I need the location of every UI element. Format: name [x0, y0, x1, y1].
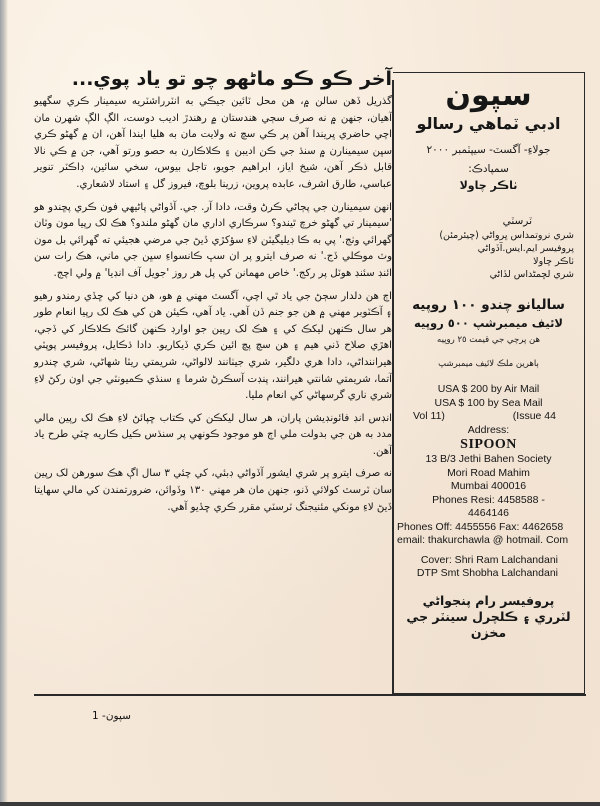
article-title: آخر ڪو ڪو ماڻهو چو تو ياد پوي... — [71, 68, 392, 90]
trustee-item: شري لڇمڻداس لڏاڻي — [489, 269, 574, 280]
phones-residence: Phones Resi: 4458588 - — [432, 493, 545, 506]
library-line: لٽرري ۽ ڪلچرل سينٽر جي — [406, 608, 571, 624]
scan-bottom-edge — [0, 802, 600, 806]
article-paragraph: اڄ هن دلدار سڄڻ جي ياد ٿي اچي، آگسٽ مهني ۾ هو، هن دنيا کي ڇڏي رمندو رهيو ۽ آڪٽوبر مهني ۾ هن جو جنم ڏن آهي. ياد آهي، ڪيئن هن کي هڪ لک رپيا انعام طور هر سال ڪنهن ليکڪ کي ۽ هڪ لک رپين جو اوارڊ ڪنهن گائڪ ڪلاڪار کي ڏجي، اهڙي صلاح ڏني هيم ۽ هن سچ پچ ائين ڪري ڏيکاريو. دادا ڌڪايل، پروفيسر پوپٽي هيراننداڻي، دادا هري دلگير، شري جيٺانند لالواڻي، شريمتي ريٽا شهاڻي، شري چندرو آتما، شريمتي شانتي هيرانند، پنڊت آسڪرڻ شرما ۽ سنڌي ڪميونٽي جي اون رکڻ لاءِ شري ناري گرسهاڻي کي انعام مليا. — [34, 290, 392, 402]
article-paragraph: نه صرف ايترو پر شري ايشور آڏواڻي ڊبئي، کي چئي ٣ سال اڳ هڪ سورهن لک رپين سان ٽرسٽ کولائي ڏنو، جنهن مان هر مهني ١٣٠ وڏوائن، ضرورتمندن کي مالي سهايتا ڏيڻ لاءِ مونکي مئنيجنگ ٽرسٽي مقرر ڪري ڇڏيو آهي. — [34, 468, 392, 513]
masthead-box — [393, 72, 585, 694]
trustees-label: ٽرسٽي — [502, 215, 532, 227]
magazine-subtitle: ادبي ٽماهي رسالو — [416, 114, 561, 133]
volume-issue-line — [393, 410, 584, 424]
rate-sea-mail: USA $ 100 by Sea Mail — [434, 396, 543, 409]
life-membership: لائيف ميمبرشپ ٥٠٠ روپيه — [414, 316, 563, 330]
issue-number: (Issue 44 — [512, 410, 556, 422]
cover-credit: Cover: Shri Ram Lalchandani — [420, 553, 558, 566]
article-paragraph: انهن سيمينارن جي پڄاڻي ڪرڻ وقت، دادا آر. جي. آڏواڻي پاڻيهي فون ڪري پڇندو هو 'سيمينار تي گهڻو خرچ ٿيندو؟ سرڪاري اداري مان گهڻو ملندو؟ هڪ لک رپيا مون وٽان گهرائي وٺج.' پي به ڪا ڊيليگيٽن لاءِ سؤکڙي ڏيڻ جي مرضي هجيئي ته گهرائي بل مون وٽ موڪلي ڏج.' نه صرف ايترو پر ان سڀ ڪانسواءِ سڀن جي ماني، هڪ رات سن ائنڊ سئنڊ هوٽل پر رکج.' خاص مهمانن کي پل هر روز 'جويل آف انڊيا' ۾ ولي اچج. — [34, 201, 392, 279]
volume-number: Vol 11) — [413, 410, 445, 422]
organization-name: SIPOON — [460, 437, 517, 452]
article — [34, 66, 392, 522]
email-address: email: thakurchawla @ hotmail. Com — [397, 534, 569, 546]
library-line: مخزن — [470, 624, 507, 640]
magazine-title: سپون — [445, 78, 532, 113]
phones-residence-cont: 4464146 — [468, 507, 509, 519]
abroad-life-membership: ٻاهرين ملڪ لائيف ميمبرشپ — [438, 359, 539, 369]
dtp-credit: DTP Smt Shobha Lalchandani — [416, 567, 558, 579]
editor-label: سمپادڪ: — [468, 163, 509, 175]
trustee-item: پروفيسر ايم.ايس.آڏواڻي — [477, 243, 574, 254]
article-paragraph: گذريل ڏهن سالن ۾، هن محل ٽائين جيڪي به انٽرراشٽريه سيمينار ڪري سگهيو آهيان، جنهن ۾ نه صرف سڄي هندستان ۾ رهندڙ اديب دوست، الڳ الڳ شهرن مان اچي حاضري ڀريندا آهن پر ڪي سچ ته ولايت مان به هليا ايندا آهن، ان ۾ گهڻو ڪري سڀن سيمينارن ۾ سنڌ جي ڪن اديبن ۽ ڪلاڪارن به حصو ورتو آهي، جن ۾ ڪي نالا قابل ذڪر آهن، شيخ اياز، ابراهيم جويو، تاجل بيوس، سخي سائين، ڊاڪٽر تنوير عباسي، طارق اشرف، عابده پروين، زرينا بلوچ، فيروز گل ۽ استاد لاشعاري. — [34, 96, 392, 190]
issue-date: جولاءِ- آگسٽ- سيپٽمبر ٢٠٠٠ — [426, 144, 551, 156]
trustees-list — [393, 229, 584, 281]
address-line: 13 B/3 Jethi Bahen Society — [425, 453, 552, 465]
page-folio: سپون- 1 — [92, 710, 131, 722]
trustee-item: شري نروتمداس ڀرواڻي (چيئرمئن) — [439, 230, 574, 241]
phones-office-fax: Phones Off: 4455556 Fax: 4462658 — [397, 520, 564, 533]
single-copy-price: هن پرچي جي قيمت ٢٥ روپيه — [437, 335, 540, 345]
foreign-rates — [393, 383, 584, 581]
article-paragraph: انڊس انڊ فائونڊيشن پاران، هر سال ليکڪن کي ڪتاب ڇپائڻ لاءِ هڪ لک رپين مالي مدد به هن جي بدولت ملي اڄ هو موجود ڪونهي پر سنڌس ڪيل ڪاريه چٽي طرح ياد آهن. — [34, 412, 392, 457]
library-note — [393, 593, 584, 641]
library-line: پروفيسر رام پنجواڻي — [422, 592, 555, 608]
annual-subscription: ساليانو چندو ١٠٠ روپيه — [412, 297, 565, 313]
editor-name: ٺاڪر چاولا — [459, 179, 518, 192]
scan-left-edge — [0, 0, 8, 806]
trustee-item: ٺاڪر چاولا — [533, 256, 574, 267]
rate-air-mail: USA $ 200 by Air Mail — [437, 383, 540, 395]
address-label: Address: — [467, 423, 510, 436]
address-line: Mori Road Mahim — [447, 466, 530, 479]
address-line: Mumbai 400016 — [450, 480, 527, 492]
bottom-divider — [34, 694, 586, 696]
